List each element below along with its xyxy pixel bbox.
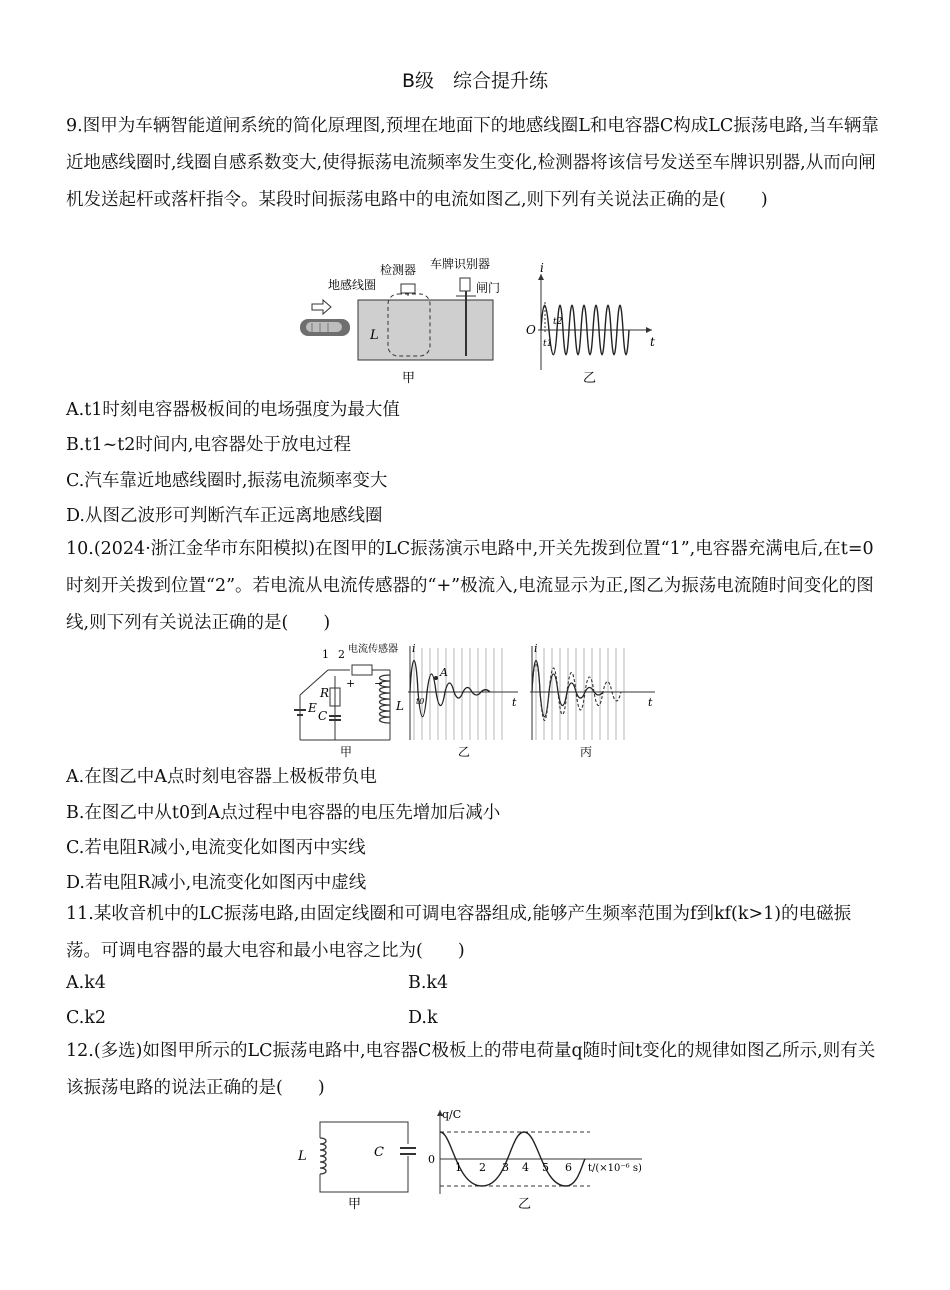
label-jia-12: 甲 xyxy=(348,1197,362,1212)
label-t0: t0 xyxy=(416,697,425,706)
q10-stem: 10.(2024·浙江金华市东阳模拟)在图甲的LC振荡演示电路中,开关先拨到位置“1”,电容器充满电后,在t=0时刻开关拨到位置“2”。若电流从电流传感器的“+”极流入,电流显示为正,图乙为振荡电流随时间变化的图线,则下列有关说法正确的是( ) xyxy=(66,539,874,633)
q11-option-d: D.k xyxy=(408,1008,438,1028)
tick-5: 5 xyxy=(542,1161,549,1174)
q10-option-c: C.若电阻R减小,电流变化如图丙中实线 xyxy=(66,838,366,858)
arrow-right-icon xyxy=(312,300,331,314)
q10-option-b: B.在图乙中从t0到A点过程中电容器的电压先增加后减小 xyxy=(66,803,501,823)
label-sensor: 电流传感器 xyxy=(348,644,398,655)
tick-6: 6 xyxy=(565,1161,572,1174)
q9-option-c: C.汽车靠近地感线圈时,振荡电流频率变大 xyxy=(66,471,388,491)
section-title: B级 综合提升练 xyxy=(401,70,549,92)
label-A: A xyxy=(440,666,448,679)
q9-stem: 9.图甲为车辆智能道闸系统的简化原理图,预埋在地面下的地感线圈L和电容器C构成LC振荡电路,当车辆靠近地感线圈时,线圈自感系数变大,使得振荡电流频率发生变化,检测器将该信号发送至车牌识别器,从而向闸机发送起杆或落杆指令。某段时间振荡电路中的电流如图乙,则下列有关说法正确的是( ) xyxy=(66,116,879,210)
label-q-axis: q/C xyxy=(442,1108,462,1121)
label-t-10: t xyxy=(512,696,517,709)
label-L: L xyxy=(370,328,379,343)
label-i-10: i xyxy=(412,642,416,655)
q9-option-b: B.t1~t2时间内,电容器处于放电过程 xyxy=(66,435,351,455)
label-yi-12: 乙 xyxy=(518,1197,532,1212)
label-jia: 甲 xyxy=(402,371,416,386)
label-plus: + xyxy=(346,677,356,690)
label-zero: 0 xyxy=(428,1153,435,1166)
label-C: C xyxy=(318,709,328,723)
tick-3: 3 xyxy=(502,1161,509,1174)
label-t1: t1 xyxy=(543,339,553,349)
q12-stem: 12.(多选)如图甲所示的LC振荡电路中,电容器C极板上的带电荷量q随时间t变化的规律如图乙所示,则有关该振荡电路的说法正确的是( ) xyxy=(66,1041,876,1098)
label-L-10: L xyxy=(396,699,404,713)
label-1: 1 xyxy=(322,648,329,661)
tick-4: 4 xyxy=(522,1161,529,1174)
q10-figure xyxy=(290,640,670,760)
label-jia-10: 甲 xyxy=(340,745,353,759)
label-t-axis: t/(×10⁻⁶ s) xyxy=(588,1163,642,1174)
q10-option-a: A.在图乙中A点时刻电容器上极板带负电 xyxy=(66,767,377,787)
car-icon xyxy=(300,319,350,336)
label-yi: 乙 xyxy=(583,371,597,386)
label-gate: 闸门 xyxy=(476,281,501,295)
label-coil: 地感线圈 xyxy=(328,278,377,292)
label-2: 2 xyxy=(338,648,345,661)
q9-option-a: A.t1时刻电容器极板间的电场强度为最大值 xyxy=(66,400,400,420)
tick-2: 2 xyxy=(479,1161,486,1174)
q9-option-d: D.从图乙波形可判断汽车正远离地感线圈 xyxy=(66,506,383,526)
label-i: i xyxy=(540,261,544,275)
label-i-bing: i xyxy=(534,642,538,655)
label-plate-reader: 车牌识别器 xyxy=(430,257,491,271)
label-O: O xyxy=(526,323,536,337)
q11-option-c: C.k2 xyxy=(66,1008,107,1028)
tick-1: 1 xyxy=(455,1161,462,1174)
label-E: E xyxy=(308,701,317,715)
label-L-12: L xyxy=(298,1149,307,1164)
label-detector: 检测器 xyxy=(380,263,417,277)
q11-option-a: A.k4 xyxy=(66,973,106,993)
q12-figure xyxy=(290,1104,670,1216)
q9-figure xyxy=(290,252,670,392)
q10-option-d: D.若电阻R减小,电流变化如图丙中虚线 xyxy=(66,873,367,893)
label-R: R xyxy=(320,686,330,700)
label-C-12: C xyxy=(374,1145,384,1160)
q11-stem: 11.某收音机中的LC振荡电路,由固定线圈和可调电容器组成,能够产生频率范围为f到kf(k>1)的电磁振荡。可调电容器的最大电容和最小电容之比为( ) xyxy=(66,904,852,961)
q11-option-b: B.k4 xyxy=(408,973,449,993)
label-t: t xyxy=(650,335,655,349)
label-minus: − xyxy=(374,677,384,690)
label-yi-10: 乙 xyxy=(458,745,471,759)
label-t-bing: t xyxy=(648,696,653,709)
label-t2: t2 xyxy=(553,317,563,327)
label-bing: 丙 xyxy=(580,745,593,759)
